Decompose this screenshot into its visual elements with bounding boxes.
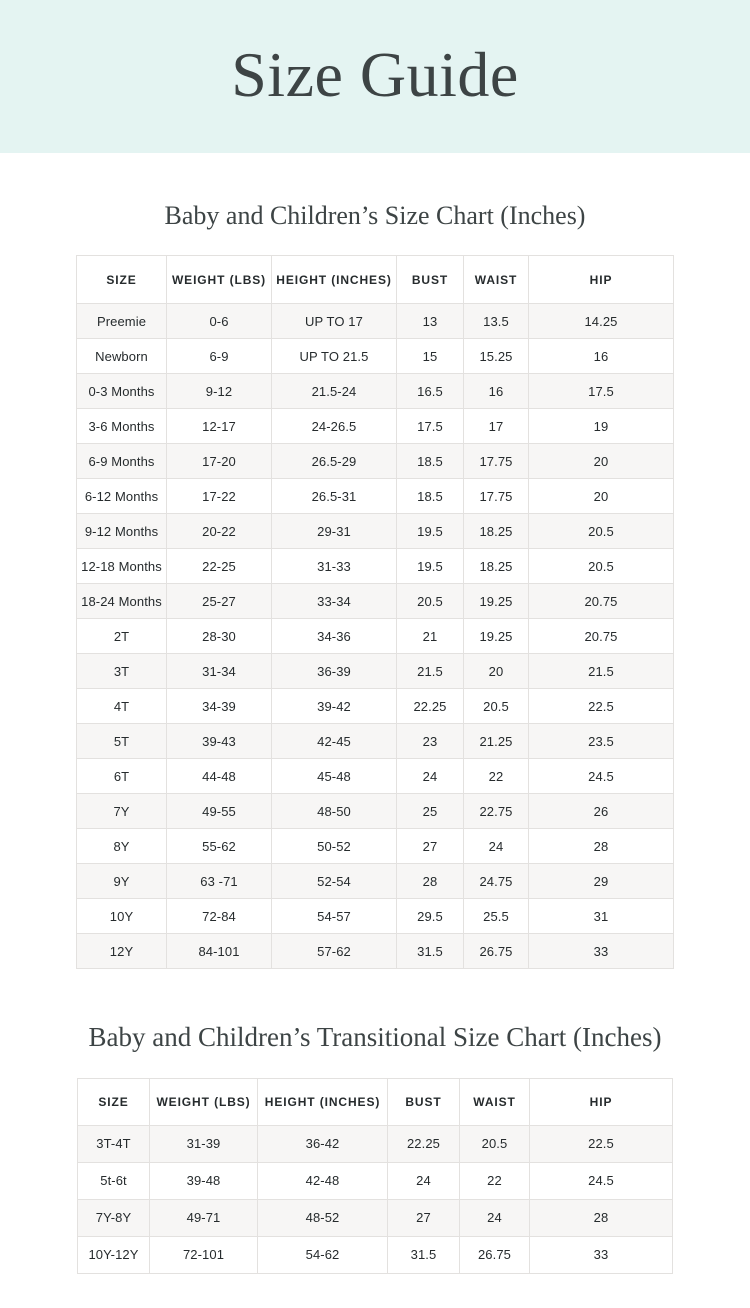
table-row bbox=[77, 899, 674, 934]
table-row bbox=[78, 1162, 673, 1199]
cell-waist: 22.75 bbox=[464, 794, 529, 829]
cell-bust: 29.5 bbox=[397, 899, 464, 934]
primary-chart-heading: Baby and Children’s Size Chart (Inches) bbox=[164, 201, 586, 230]
table-row bbox=[77, 304, 674, 339]
table-row bbox=[77, 934, 674, 969]
cell-hip: 17.5 bbox=[529, 374, 674, 409]
cell-waist: 24.75 bbox=[464, 864, 529, 899]
cell-hip: 24.5 bbox=[529, 759, 674, 794]
baby-children-size-table bbox=[76, 255, 674, 969]
table-header-row bbox=[77, 256, 674, 304]
table-row bbox=[77, 444, 674, 479]
cell-weight: 25-27 bbox=[167, 584, 272, 619]
cell-height: 42-45 bbox=[272, 724, 397, 759]
cell-height: 26.5-29 bbox=[272, 444, 397, 479]
table-row bbox=[77, 689, 674, 724]
cell-waist: 20.5 bbox=[464, 689, 529, 724]
cell-hip: 33 bbox=[530, 1236, 673, 1273]
cell-waist: 19.25 bbox=[464, 584, 529, 619]
cell-waist: 16 bbox=[464, 374, 529, 409]
cell-weight: 20-22 bbox=[167, 514, 272, 549]
cell-bust: 16.5 bbox=[397, 374, 464, 409]
cell-bust: 18.5 bbox=[397, 479, 464, 514]
cell-height: UP TO 17 bbox=[272, 304, 397, 339]
cell-hip: 14.25 bbox=[529, 304, 674, 339]
cell-size: Preemie bbox=[77, 304, 167, 339]
cell-size: 9-12 Months bbox=[77, 514, 167, 549]
cell-hip: 28 bbox=[529, 829, 674, 864]
cell-height: 50-52 bbox=[272, 829, 397, 864]
column-header-size: SIZE bbox=[77, 256, 167, 304]
cell-size: 5T bbox=[77, 724, 167, 759]
cell-size: 9Y bbox=[77, 864, 167, 899]
cell-weight: 63 -71 bbox=[167, 864, 272, 899]
cell-waist: 17.75 bbox=[464, 479, 529, 514]
cell-hip: 20 bbox=[529, 479, 674, 514]
cell-waist: 17.75 bbox=[464, 444, 529, 479]
cell-waist: 18.25 bbox=[464, 514, 529, 549]
cell-bust: 27 bbox=[388, 1199, 460, 1236]
cell-waist: 17 bbox=[464, 409, 529, 444]
cell-waist: 26.75 bbox=[460, 1236, 530, 1273]
cell-hip: 19 bbox=[529, 409, 674, 444]
cell-height: UP TO 21.5 bbox=[272, 339, 397, 374]
cell-size: 3T-4T bbox=[78, 1125, 150, 1162]
cell-bust: 19.5 bbox=[397, 549, 464, 584]
cell-size: 10Y-12Y bbox=[78, 1236, 150, 1273]
table-row bbox=[77, 549, 674, 584]
cell-bust: 22.25 bbox=[388, 1125, 460, 1162]
cell-size: 10Y bbox=[77, 899, 167, 934]
cell-size: 3-6 Months bbox=[77, 409, 167, 444]
cell-hip: 20 bbox=[529, 444, 674, 479]
table-row bbox=[77, 759, 674, 794]
cell-height: 24-26.5 bbox=[272, 409, 397, 444]
cell-size: 0-3 Months bbox=[77, 374, 167, 409]
cell-hip: 21.5 bbox=[529, 654, 674, 689]
table-row bbox=[78, 1236, 673, 1273]
cell-size: 7Y-8Y bbox=[78, 1199, 150, 1236]
cell-bust: 18.5 bbox=[397, 444, 464, 479]
transitional-table-container bbox=[0, 1078, 750, 1274]
cell-size: 8Y bbox=[77, 829, 167, 864]
spacer bbox=[0, 1054, 750, 1078]
page-bottom-padding bbox=[0, 1274, 750, 1308]
cell-waist: 26.75 bbox=[464, 934, 529, 969]
table-row bbox=[77, 409, 674, 444]
cell-size: 6-12 Months bbox=[77, 479, 167, 514]
cell-height: 29-31 bbox=[272, 514, 397, 549]
cell-waist: 20.5 bbox=[460, 1125, 530, 1162]
cell-bust: 28 bbox=[397, 864, 464, 899]
table-row bbox=[77, 514, 674, 549]
cell-weight: 22-25 bbox=[167, 549, 272, 584]
cell-hip: 23.5 bbox=[529, 724, 674, 759]
cell-hip: 22.5 bbox=[529, 689, 674, 724]
cell-waist: 22 bbox=[460, 1162, 530, 1199]
cell-size: 6T bbox=[77, 759, 167, 794]
cell-hip: 31 bbox=[529, 899, 674, 934]
cell-hip: 20.75 bbox=[529, 619, 674, 654]
cell-waist: 24 bbox=[460, 1199, 530, 1236]
cell-waist: 22 bbox=[464, 759, 529, 794]
cell-waist: 13.5 bbox=[464, 304, 529, 339]
primary-table-header bbox=[77, 256, 674, 304]
cell-size: 12Y bbox=[77, 934, 167, 969]
cell-height: 52-54 bbox=[272, 864, 397, 899]
cell-weight: 44-48 bbox=[167, 759, 272, 794]
cell-bust: 21 bbox=[397, 619, 464, 654]
cell-size: Newborn bbox=[77, 339, 167, 374]
cell-bust: 17.5 bbox=[397, 409, 464, 444]
cell-weight: 72-84 bbox=[167, 899, 272, 934]
column-header-weight: WEIGHT (LBS) bbox=[150, 1078, 258, 1125]
cell-height: 36-42 bbox=[258, 1125, 388, 1162]
cell-bust: 31.5 bbox=[397, 934, 464, 969]
baby-children-transitional-size-table bbox=[77, 1078, 673, 1274]
table-header-row bbox=[78, 1078, 673, 1125]
column-header-bust: BUST bbox=[397, 256, 464, 304]
cell-waist: 24 bbox=[464, 829, 529, 864]
cell-bust: 19.5 bbox=[397, 514, 464, 549]
cell-height: 33-34 bbox=[272, 584, 397, 619]
cell-bust: 25 bbox=[397, 794, 464, 829]
cell-height: 48-52 bbox=[258, 1199, 388, 1236]
cell-waist: 25.5 bbox=[464, 899, 529, 934]
cell-size: 4T bbox=[77, 689, 167, 724]
cell-height: 31-33 bbox=[272, 549, 397, 584]
column-header-bust: BUST bbox=[388, 1078, 460, 1125]
cell-height: 54-57 bbox=[272, 899, 397, 934]
table-row bbox=[77, 654, 674, 689]
section-transitional-size-chart bbox=[0, 979, 750, 1273]
column-header-hip: HIP bbox=[530, 1078, 673, 1125]
cell-height: 26.5-31 bbox=[272, 479, 397, 514]
cell-bust: 15 bbox=[397, 339, 464, 374]
cell-waist: 19.25 bbox=[464, 619, 529, 654]
table-row bbox=[78, 1125, 673, 1162]
cell-size: 12-18 Months bbox=[77, 549, 167, 584]
cell-weight: 55-62 bbox=[167, 829, 272, 864]
cell-weight: 6-9 bbox=[167, 339, 272, 374]
cell-weight: 84-101 bbox=[167, 934, 272, 969]
cell-weight: 39-48 bbox=[150, 1162, 258, 1199]
transitional-table-header bbox=[78, 1078, 673, 1125]
cell-weight: 12-17 bbox=[167, 409, 272, 444]
cell-height: 36-39 bbox=[272, 654, 397, 689]
cell-height: 34-36 bbox=[272, 619, 397, 654]
cell-size: 3T bbox=[77, 654, 167, 689]
cell-weight: 49-71 bbox=[150, 1199, 258, 1236]
cell-waist: 21.25 bbox=[464, 724, 529, 759]
transitional-table-body bbox=[78, 1125, 673, 1273]
cell-hip: 16 bbox=[529, 339, 674, 374]
cell-weight: 72-101 bbox=[150, 1236, 258, 1273]
cell-bust: 31.5 bbox=[388, 1236, 460, 1273]
cell-bust: 24 bbox=[397, 759, 464, 794]
cell-hip: 20.75 bbox=[529, 584, 674, 619]
primary-table-container bbox=[0, 255, 750, 969]
column-header-weight: WEIGHT (LBS) bbox=[167, 256, 272, 304]
cell-bust: 24 bbox=[388, 1162, 460, 1199]
cell-bust: 23 bbox=[397, 724, 464, 759]
column-header-height: HEIGHT (INCHES) bbox=[272, 256, 397, 304]
cell-weight: 9-12 bbox=[167, 374, 272, 409]
cell-bust: 13 bbox=[397, 304, 464, 339]
cell-hip: 28 bbox=[530, 1199, 673, 1236]
table-row bbox=[77, 479, 674, 514]
cell-bust: 20.5 bbox=[397, 584, 464, 619]
cell-height: 45-48 bbox=[272, 759, 397, 794]
transitional-chart-heading: Baby and Children’s Transitional Size Chart (Inches) bbox=[88, 1022, 662, 1053]
table-row bbox=[77, 339, 674, 374]
cell-height: 57-62 bbox=[272, 934, 397, 969]
cell-size: 18-24 Months bbox=[77, 584, 167, 619]
column-header-hip: HIP bbox=[529, 256, 674, 304]
cell-weight: 17-22 bbox=[167, 479, 272, 514]
cell-weight: 31-34 bbox=[167, 654, 272, 689]
cell-weight: 17-20 bbox=[167, 444, 272, 479]
cell-weight: 34-39 bbox=[167, 689, 272, 724]
spacer bbox=[0, 231, 750, 255]
column-header-size: SIZE bbox=[78, 1078, 150, 1125]
page-title: Size Guide bbox=[231, 38, 519, 110]
spacer bbox=[0, 969, 750, 979]
cell-hip: 29 bbox=[529, 864, 674, 899]
cell-weight: 39-43 bbox=[167, 724, 272, 759]
cell-weight: 0-6 bbox=[167, 304, 272, 339]
cell-weight: 31-39 bbox=[150, 1125, 258, 1162]
cell-size: 2T bbox=[77, 619, 167, 654]
cell-weight: 28-30 bbox=[167, 619, 272, 654]
cell-waist: 15.25 bbox=[464, 339, 529, 374]
table-row bbox=[77, 864, 674, 899]
column-header-waist: WAIST bbox=[460, 1078, 530, 1125]
column-header-waist: WAIST bbox=[464, 256, 529, 304]
cell-bust: 27 bbox=[397, 829, 464, 864]
cell-height: 42-48 bbox=[258, 1162, 388, 1199]
cell-size: 5t-6t bbox=[78, 1162, 150, 1199]
column-header-height: HEIGHT (INCHES) bbox=[258, 1078, 388, 1125]
cell-waist: 20 bbox=[464, 654, 529, 689]
cell-height: 48-50 bbox=[272, 794, 397, 829]
cell-size: 7Y bbox=[77, 794, 167, 829]
cell-height: 21.5-24 bbox=[272, 374, 397, 409]
primary-table-body bbox=[77, 304, 674, 969]
table-row bbox=[77, 619, 674, 654]
cell-weight: 49-55 bbox=[167, 794, 272, 829]
table-row bbox=[78, 1199, 673, 1236]
cell-hip: 20.5 bbox=[529, 549, 674, 584]
table-row bbox=[77, 724, 674, 759]
cell-waist: 18.25 bbox=[464, 549, 529, 584]
cell-bust: 21.5 bbox=[397, 654, 464, 689]
table-row bbox=[77, 374, 674, 409]
cell-hip: 26 bbox=[529, 794, 674, 829]
page-header-banner bbox=[0, 0, 750, 153]
cell-hip: 20.5 bbox=[529, 514, 674, 549]
cell-height: 39-42 bbox=[272, 689, 397, 724]
cell-height: 54-62 bbox=[258, 1236, 388, 1273]
cell-hip: 24.5 bbox=[530, 1162, 673, 1199]
cell-bust: 22.25 bbox=[397, 689, 464, 724]
cell-size: 6-9 Months bbox=[77, 444, 167, 479]
table-row bbox=[77, 829, 674, 864]
cell-hip: 33 bbox=[529, 934, 674, 969]
table-row bbox=[77, 794, 674, 829]
cell-hip: 22.5 bbox=[530, 1125, 673, 1162]
table-row bbox=[77, 584, 674, 619]
section-primary-size-chart bbox=[0, 153, 750, 979]
